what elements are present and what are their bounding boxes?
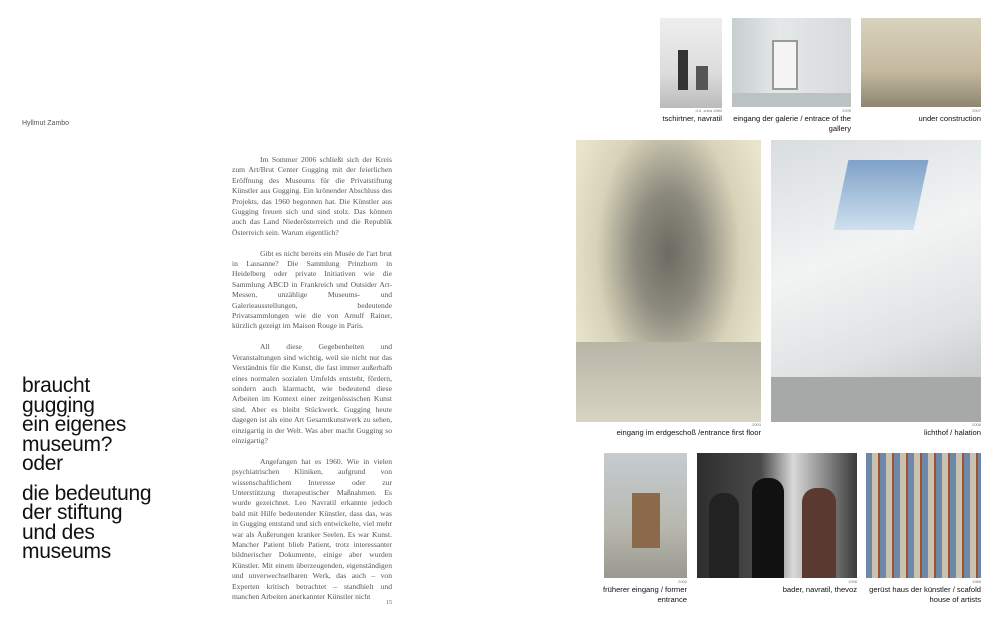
caption-text: eingang der galerie / entrace of the gallery [733, 114, 851, 133]
headline-line: braucht [22, 374, 90, 397]
caption-text: under construction [918, 114, 981, 123]
headline-line: oder [22, 452, 63, 475]
headline-line: die bedeutung [22, 481, 152, 505]
caption-text: bader, navratil, thevoz [782, 585, 857, 594]
photo-halation [771, 140, 981, 422]
caption-text: lichthof / halation [924, 428, 981, 437]
headline-line: und des [22, 520, 95, 544]
photo-caption [732, 108, 851, 133]
body-text [232, 155, 392, 613]
headline [22, 376, 222, 562]
headline-line: der stiftung [22, 501, 123, 524]
photo-year: 1988 [972, 579, 981, 584]
caption-text: gerüst haus der künstler / scafold house of artists [869, 585, 981, 604]
photo-year: 2005 [842, 108, 851, 113]
paragraph: Gibt es nicht bereits ein Musée de l'art brut in Lausanne? Die Sammlung Prinzhorn in Heidelberg oder private Initiativen wie die Sammlung ABCD in Frankreich und Outsider Art-Messen, unzählige Museums- und Galerieausstellungen, bedeutende Privatsammlungen wie die von Arnulf Rainer, kürzlich gezeigt im Maison Rouge in Paris. [232, 248, 392, 331]
photo-former-entrance [604, 453, 687, 578]
caption-text: tschirtner, navratil [662, 114, 722, 123]
photo-year: 2003 [752, 422, 761, 427]
photo-caption [561, 422, 761, 438]
photo-under-construction [861, 18, 981, 107]
photo-year: 2007 [972, 108, 981, 113]
headline-line: museum? [22, 432, 113, 456]
photo-year: d.h. zuba 1980 [695, 108, 722, 113]
photo-caption [866, 579, 981, 604]
paragraph: Angefangen hat es 1960. Wie in vielen psychiatrischen Kliniken, aufgrund von wissenschaftlichem Interesse oder zur Unterstützung therapeutischer Maßnahmen. Es wurde gezeichnet. Leo Navratil erkannte jedoch bald mit Hilfe bedeutender Künstler, dass das, was in Gugging entstand und sich entwickelte, viel mehr war als Äußerungen kranker Seelen. Es war Kunst. Mancher Patient blieb Patient, trotz interessanter bildnerischer Dokumente, einige aber wurden Künstler. Mit einem überzeugenden, eigenständigen und unverwechselbaren Werk, das auch – von Experten kritisch betrachtet – standhielt und manchen Arbeiten anerkannter Künstler nicht [232, 456, 392, 602]
photo-year: 1998 [848, 579, 857, 584]
photo-entrance-first-floor [576, 140, 761, 422]
photo-gallery-entrance [732, 18, 851, 107]
caption-text: früherer eingang / former entrance [603, 585, 687, 604]
headline-line: gugging [22, 393, 95, 417]
paragraph: All diese Gegebenheiten und Veranstaltungen sind wichtig, weil sie nicht nur das Verständnis für die Kunst, die fast immer außerhalb eines normalen sozialen Umfelds entsteht, fördern, sondern auch klarmacht, wie bedeutend diese Arbeiten im Kontext einer zeitgenössischen Kunst sind. Aber es bleibt Stückwerk. Gugging heute dagegen ist als eine Art Gesamtkunstwerk zu sehen, einzigartig in der Welt. Was aber macht Gugging so einzigartig? [232, 342, 392, 445]
photo-scafold-house [866, 453, 981, 578]
photo-caption [592, 579, 687, 604]
photo-caption [620, 108, 722, 124]
page-number: 15 [386, 600, 392, 606]
paragraph: Im Sommer 2006 schließt sich der Kreis zum Art/Brut Center Gugging mit der feierlichen Eröffnung des Museums für die Privatstiftung Künstler aus Gugging. Ein krönender Abschluss des Projekts, das 1960 begonnen hat. Die Künstler aus Gugging freuen sich und sind stolz. Das können auch das Land Niederösterreich und die Republik Österreich sein. Warum eigentlich? [232, 155, 392, 237]
photo-caption [861, 108, 981, 124]
photo-bader-navratil-thevoz [697, 453, 857, 578]
author-name: Hyllmut Zambo [22, 120, 70, 127]
caption-text: eingang im erdgeschoß /entrance first floor [616, 428, 761, 437]
photo-year: 2000 [678, 579, 687, 584]
headline-line: ein eigenes [22, 413, 127, 436]
photo-year: 2006 [972, 422, 981, 427]
photo-caption [771, 422, 981, 438]
photo-caption [697, 579, 857, 595]
headline-line: museums [22, 540, 111, 563]
photo-tschirtner-navratil [660, 18, 722, 108]
